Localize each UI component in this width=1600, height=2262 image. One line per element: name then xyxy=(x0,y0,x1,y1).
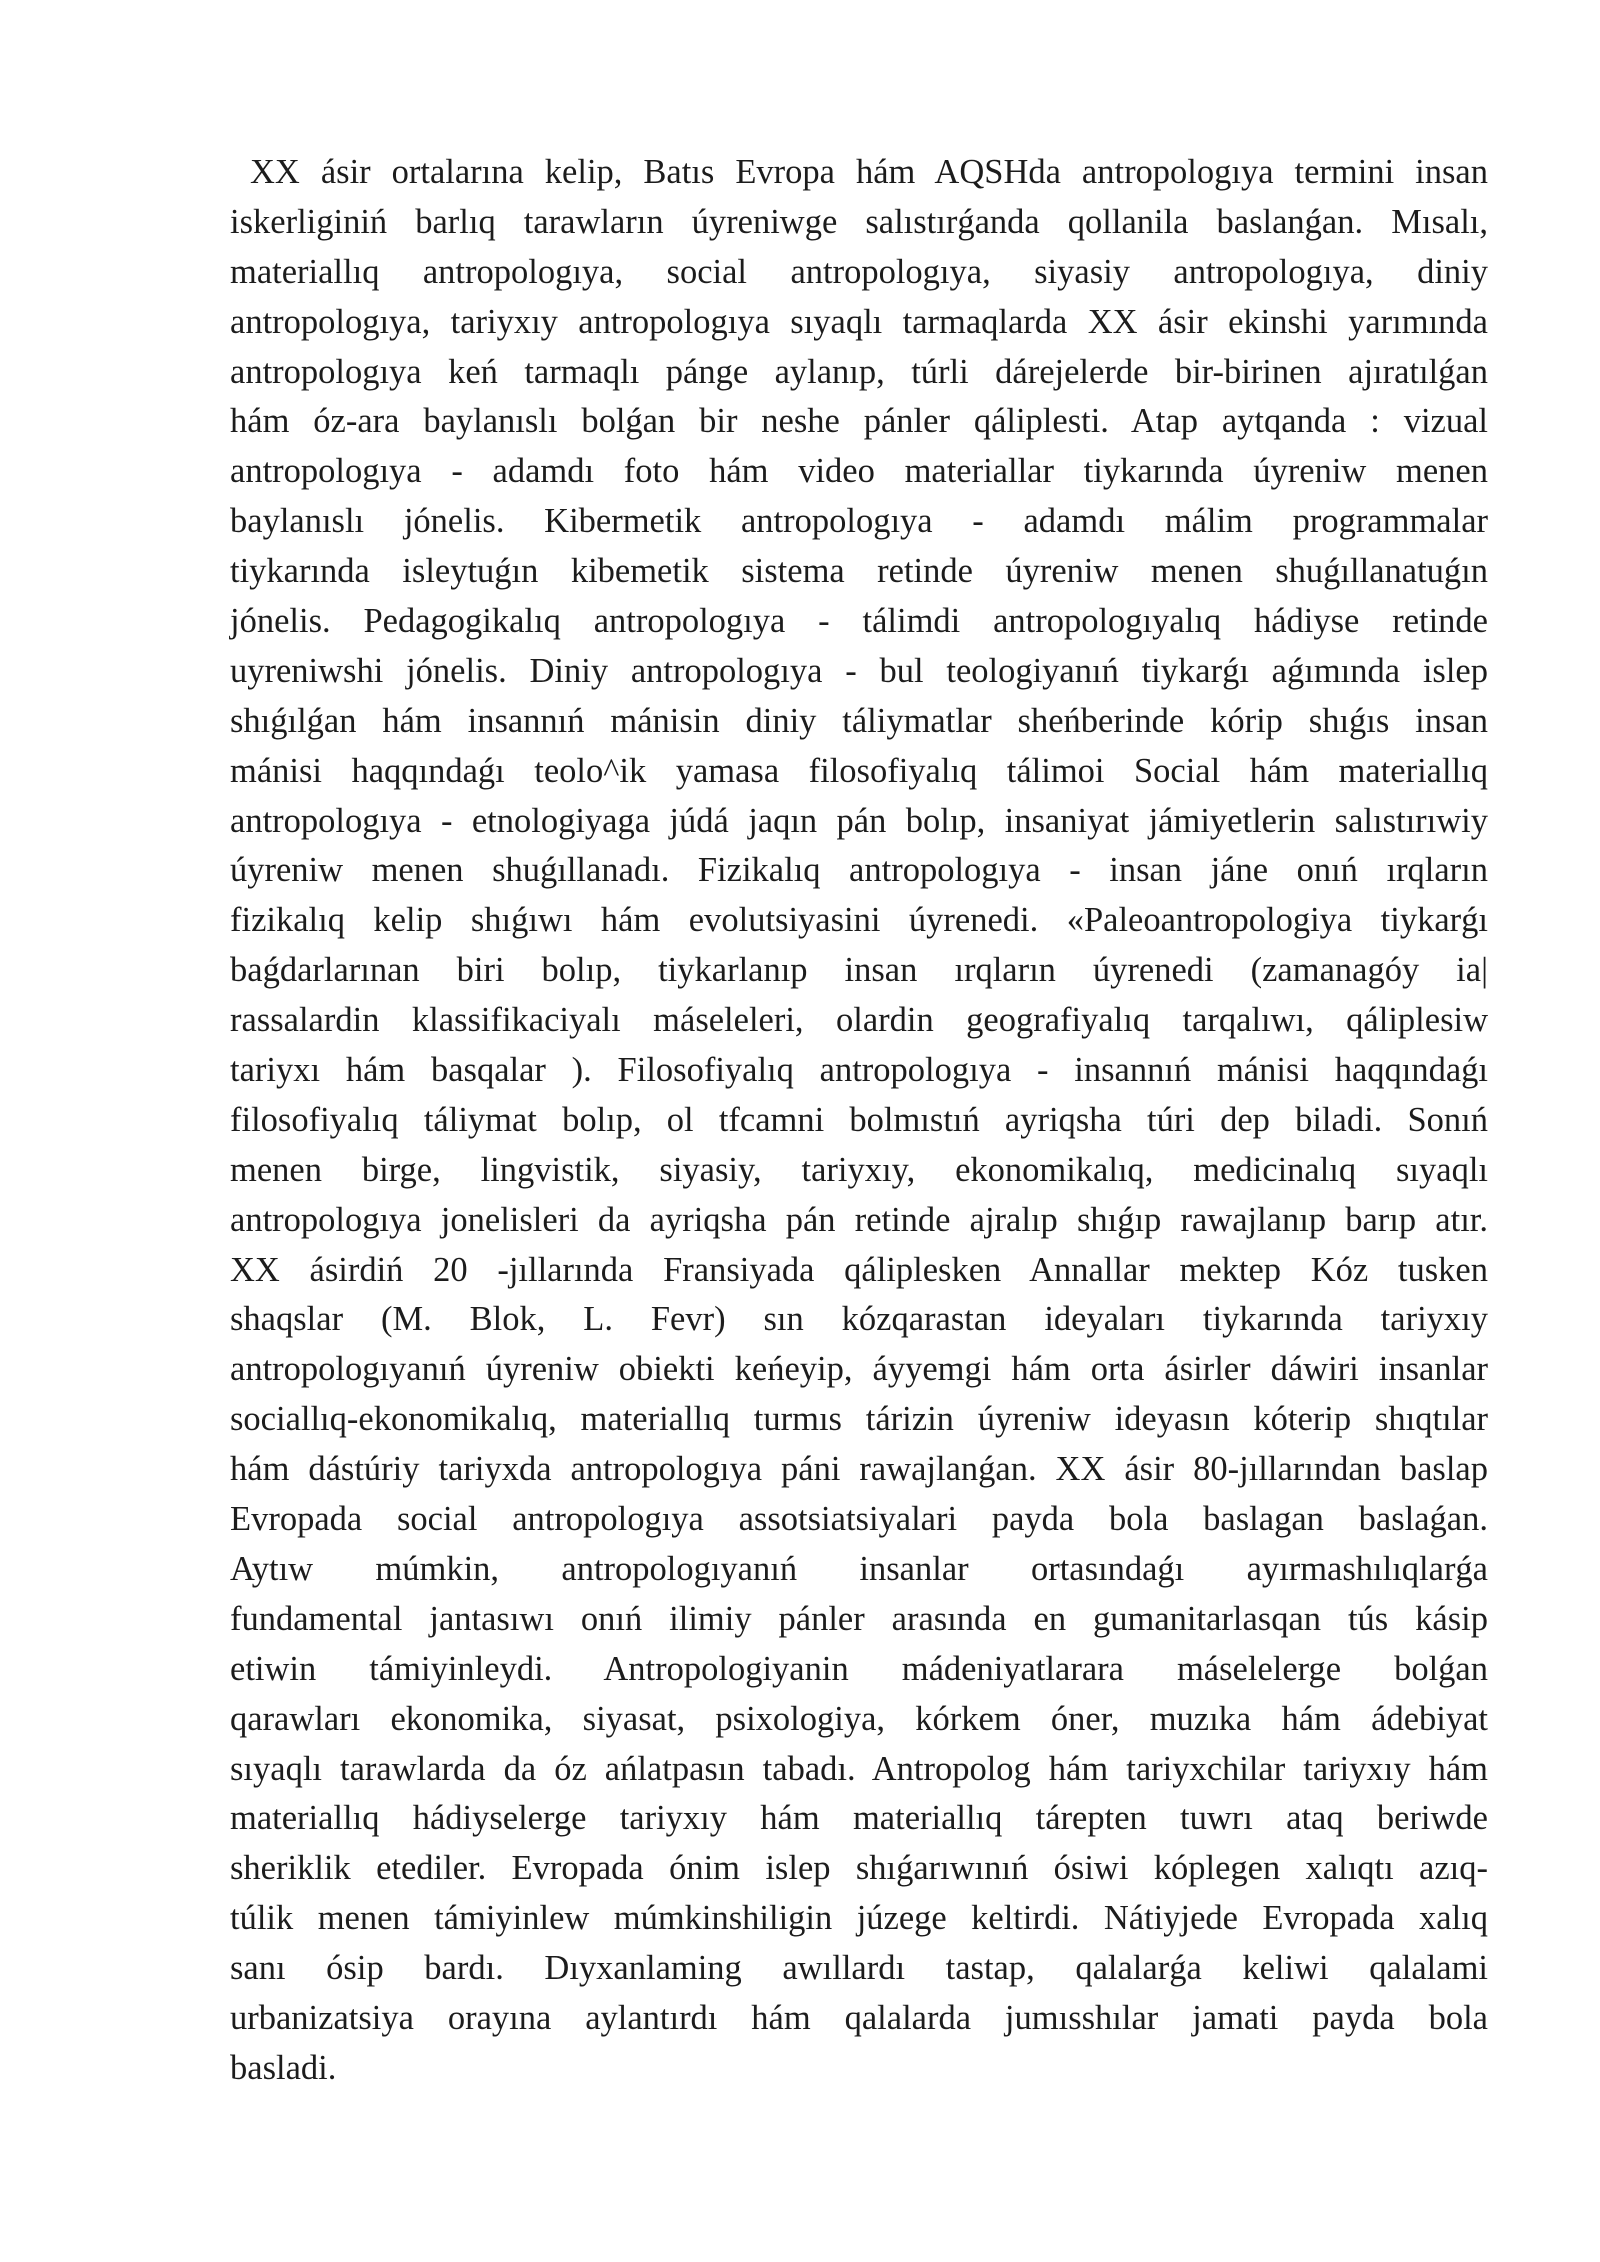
paragraph-line: urbanizatsiya orayına aylantırdı hám qalalarda jumısshılar jamati payda bola xyxy=(230,1998,1488,2037)
paragraph-line: tiykarında isleytuǵın kibemetik sistema retinde úyreniw menen shuǵıllanatuǵın xyxy=(230,552,1488,591)
paragraph-line: XX ásir ortalarına kelip, Batıs Evropa hám AQSHda antropologıya termini insan xyxy=(250,153,1488,191)
paragraph-line: túlik menen támiyinlew múmkinshiligin júzege keltirdi. Nátiyjede Evropada xalıq xyxy=(230,1899,1488,1938)
paragraph-line: antropologıyanıń úyreniw obiekti keńeyip, áyyemgi hám orta ásirler dáwiri insanlar xyxy=(230,1350,1488,1389)
paragraph-line: materiallıq antropologıya, social antropologıya, siyasiy antropologıya, diniy xyxy=(230,252,1488,291)
paragraph-line: sociallıq-ekonomikalıq, materiallıq turmıs tárizin úyreniw ideyasın kóterip shıqtılar xyxy=(230,1400,1488,1439)
body-paragraph xyxy=(230,148,1488,2094)
paragraph-line: Evropada social antropologıya assotsiatsiyalari payda bola baslagan baslaǵan. xyxy=(230,1500,1488,1539)
paragraph-line: shaqslar (M. Blok, L. Fevr) sın kózqarastan ideyaları tiykarında tariyxıy xyxy=(230,1300,1488,1339)
paragraph-line: basladi. xyxy=(230,2048,337,2087)
paragraph-line: etiwin támiyinleydi. Antropologiyanin mádeniyatlarara máselelerge bolǵan xyxy=(230,1649,1488,1688)
paragraph-line: jónelis. Pedagogikalıq antropologıya - tálimdi antropologıyalıq hádiyse retinde xyxy=(230,602,1488,641)
paragraph-line: materiallıq hádiyselerge tariyxıy hám materiallıq tárepten tuwrı ataq beriwde xyxy=(230,1799,1488,1838)
paragraph-line: Aytıw múmkin, antropologıyanıń insanlar ortasındaǵı ayırmashılıqlarǵa xyxy=(230,1549,1488,1588)
paragraph-line: antropologıya, tariyxıy antropologıya sıyaqlı tarmaqlarda XX ásir ekinshi yarımında xyxy=(230,302,1488,341)
paragraph-line: hám óz-ara baylanıslı bolǵan bir neshe pánler qáliplesti. Atap aytqanda : vizual xyxy=(230,402,1488,441)
paragraph-line: filosofiyalıq táliymat bolıp, ol tfcamni bolmıstıń ayriqsha túri dep biladi. Sonıń xyxy=(230,1100,1488,1139)
paragraph-line: baylanıslı jónelis. Kibermetik antropologıya - adamdı málim programmalar xyxy=(230,502,1488,541)
paragraph-line: qarawları ekonomika, siyasat, psixologiya, kórkem óner, muzıka hám ádebiyat xyxy=(230,1699,1488,1738)
paragraph-line: úyreniw menen shuǵıllanadı. Fizikalıq antropologıya - insan jáne onıń ırqların xyxy=(230,851,1488,890)
paragraph-line: sıyaqlı tarawlarda da óz ańlatpasın tabadı. Antropolog hám tariyxchilar tariyxıy hám xyxy=(230,1749,1488,1788)
paragraph-line: mánisi haqqındaǵı teolo^ik yamasa filosofiyalıq tálimoi Social hám materiallıq xyxy=(230,751,1488,790)
paragraph-line: fundamental jantasıwı onıń ilimiy pánler arasında en gumanitarlasqan tús kásip xyxy=(230,1599,1488,1638)
paragraph-line: antropologıya keń tarmaqlı pánge aylanıp, túrli dárejelerde bir-birinen ajıratılǵan xyxy=(230,352,1488,391)
paragraph-line: tariyxı hám basqalar ). Filosofiyalıq antropologıya - insannıń mánisi haqqındaǵı xyxy=(230,1051,1488,1090)
paragraph-line: sheriklik etediler. Evropada ónim islep shıǵarıwınıń ósiwi kóplegen xalıqtı azıq- xyxy=(230,1849,1488,1888)
paragraph-line: fizikalıq kelip shıǵıwı hám evolutsiyasini úyrenedi. «Paleoantropologiya tiykarǵı xyxy=(230,901,1488,940)
paragraph-line: iskerliginiń barlıq tarawların úyreniwge salıstırǵanda qollanila baslanǵan. Mısalı, xyxy=(230,202,1488,241)
paragraph-line: sanı ósip bardı. Dıyxanlaming awıllardı tastap, qalalarǵa keliwi qalalami xyxy=(230,1949,1488,1988)
paragraph-line: menen birge, lingvistik, siyasiy, tariyxıy, ekonomikalıq, medicinalıq sıyaqlı xyxy=(230,1150,1488,1189)
paragraph-line: hám dástúriy tariyxda antropologıya páni rawajlanǵan. XX ásir 80-jıllarından baslap xyxy=(230,1450,1488,1489)
paragraph-line: antropologıya - adamdı foto hám video materiallar tiykarında úyreniw menen xyxy=(230,452,1488,491)
paragraph-line: rassalardin klassifikaciyalı máseleleri, olardin geografiyalıq tarqalıwı, qáliplesiw xyxy=(230,1001,1488,1040)
paragraph-line: antropologıya jonelisleri da ayriqsha pán retinde ajralıp shıǵıp rawajlanıp barıp atır. xyxy=(230,1200,1488,1239)
paragraph-line: antropologıya - etnologiyaga júdá jaqın pán bolıp, insaniyat jámiyetlerin salıstırıwiy xyxy=(230,801,1488,840)
paragraph-line: baǵdarlarınan biri bolıp, tiykarlanıp insan ırqların úyrenedi (zamanagóy ia| xyxy=(230,951,1488,990)
paragraph-line: XX ásirdiń 20 -jıllarında Fransiyada qáliplesken Annallar mektep Kóz tusken xyxy=(230,1250,1488,1289)
paragraph-line: uyreniwshi jónelis. Diniy antropologıya - bul teologiyanıń tiykarǵı aǵımında islep xyxy=(230,651,1488,690)
paragraph-line: shıǵılǵan hám insannıń mánisin diniy táliymatlar sheńberinde kórip shıǵıs insan xyxy=(230,701,1488,740)
